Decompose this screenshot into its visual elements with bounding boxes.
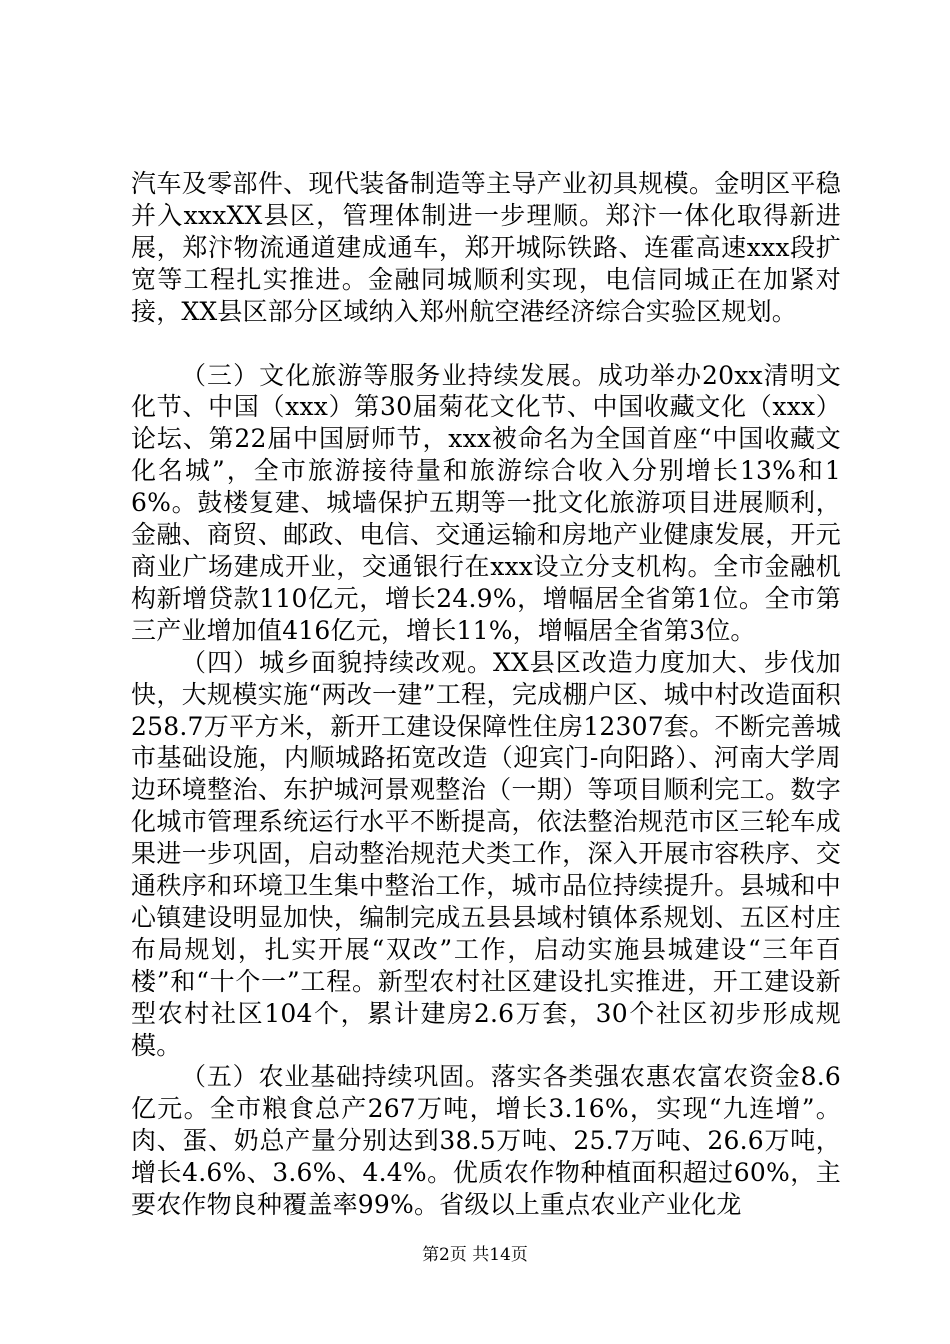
paragraph-agriculture: （五）农业基础持续巩固。落实各类强农惠农富农资金8.6亿元。全市粮食总产267万吨，增长3.16%，实现“九连增”。肉、蛋、奶总产量分别达到38.5万吨、25.7万吨、26.6万吨，增长4.6%、3.6%、4.4%。优质农作物种植面积超过60%，主要农作物良种覆盖率99%。省级以上重点农业产业化龙 [131, 1062, 841, 1220]
paragraph-urban: （四）城乡面貌持续改观。XX县区改造力度加大、步伐加快，大规模实施“两改一建”工程，完成棚户区、城中村改造面积258.7万平方米，新开工建设保障性住房12307套。不断完善城市基础设施，内顺城路拓宽改造（迎宾门-向阳路）、河南大学周边环境整治、东护城河景观整治（一期）等项目顺利完工。数字化城市管理系统运行水平不断提高，依法整治规范市区三轮车成果进一步巩固，启动整治规范犬类工作，深入开展市容秩序、交通秩序和环境卫生集中整治工作，城市品位持续提升。县城和中心镇建设明显加快，编制完成五县县域村镇体系规划、五区村庄布局规划，扎实开展“双改”工作，启动实施县城建设“三年百楼”和“十个一”工程。新型农村社区建设扎实推进，开工建设新型农村社区104个，累计建房2.6万套，30个社区初步形成规模。 [131, 647, 841, 1060]
paragraph-industry: 汽车及零部件、现代装备制造等主导产业初具规模。金明区平稳并入xxxXX县区，管理体制进一步理顺。郑汴一体化取得新进展，郑汴物流通道建成通车，郑开城际铁路、连霍高速xxx段扩宽等工程扎实推进。金融同城顺利实现，电信同城正在加紧对接，XX县区部分区域纳入郑州航空港经济综合实验区规划。 [131, 169, 841, 326]
page-number-footer: 第2页 共14页 [422, 1245, 528, 1265]
document-body [131, 168, 841, 1221]
paragraph-services: （三）文化旅游等服务业持续发展。成功举办20xx清明文化节、中国（xxx）第30届菊花文化节、中国收藏文化（xxx）论坛、第22届中国厨师节，xxx被命名为全国首座“中国收藏文化名城”，全市旅游接待量和旅游综合收入分别增长13%和16%。鼓楼复建、城墙保护五期等一批文化旅游项目进展顺利，金融、商贸、邮政、电信、交通运输和房地产业健康发展，开元商业广场建成开业，交通银行在xxx设立分支机构。全市金融机构新增贷款110亿元，增长24.9%，增幅居全省第1位。全市第三产业增加值416亿元，增长11%，增幅居全省第3位。 [131, 360, 841, 645]
paragraph-gap [131, 328, 841, 360]
